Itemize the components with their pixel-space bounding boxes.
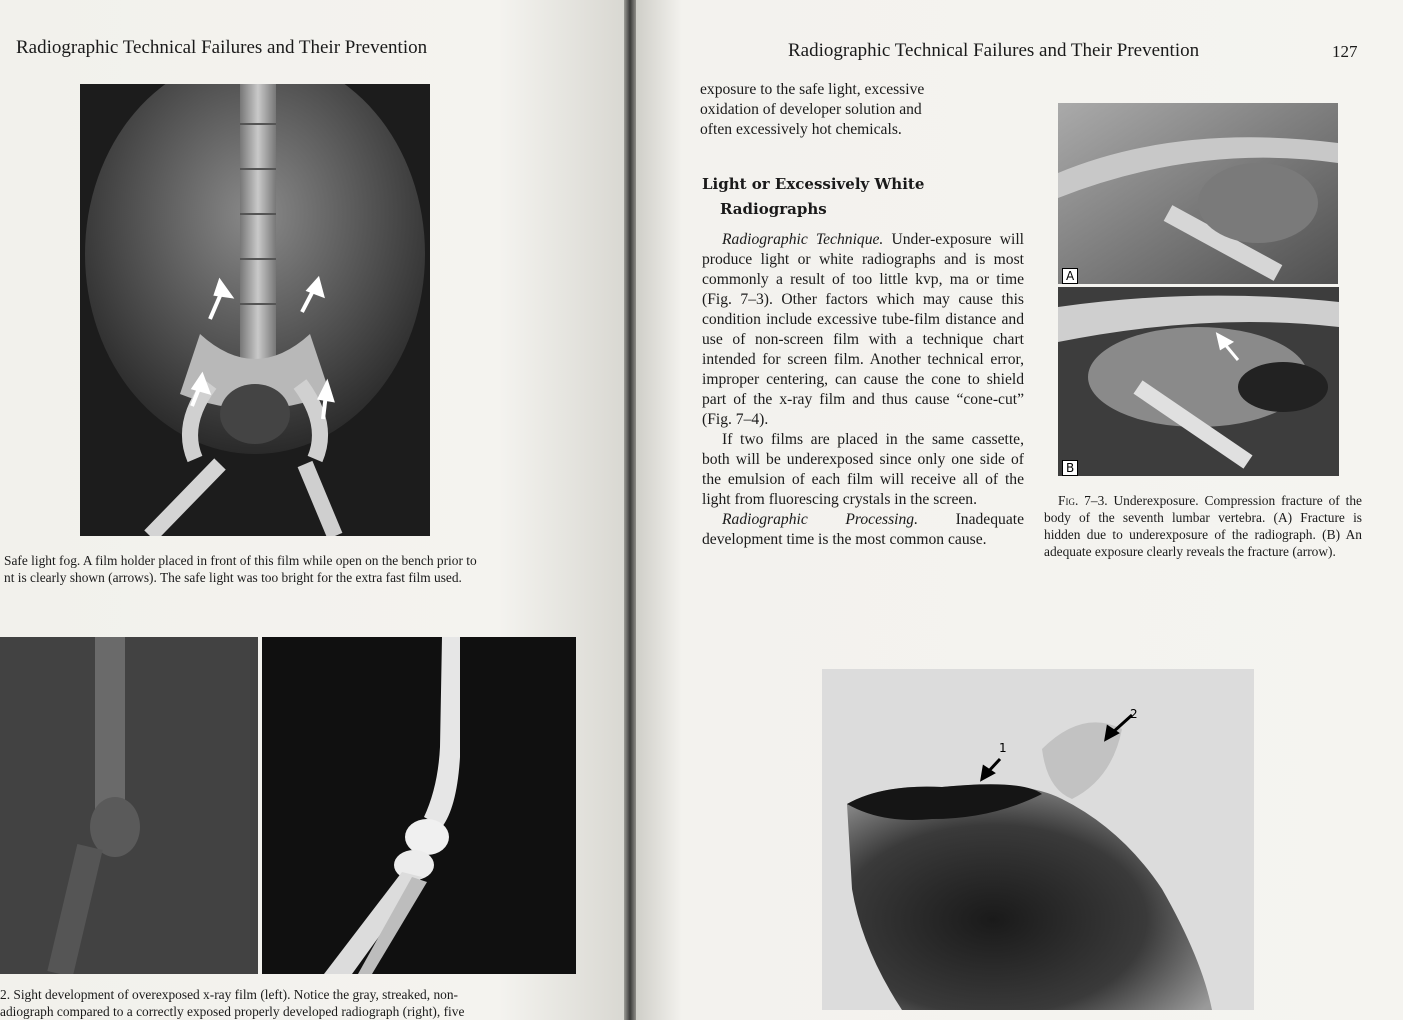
technique-paragraph xyxy=(702,230,1024,430)
fig4-arrow1-label: 1 xyxy=(999,741,1007,755)
right-page xyxy=(636,0,1403,1020)
fig3-label-a: A xyxy=(1062,268,1078,284)
fig4-radiograph-drawing xyxy=(822,669,1254,1010)
pelvis-radiograph xyxy=(80,84,430,536)
intro-paragraph xyxy=(700,80,1046,140)
fig3-radiograph-a-drawing xyxy=(1058,103,1338,284)
left-page xyxy=(0,0,624,1020)
intro-line2: oxidation of developer solution and xyxy=(700,101,922,118)
left-running-head: Radiographic Technical Failures and Their Prevention xyxy=(16,37,428,58)
fig3-radiograph-a xyxy=(1058,103,1338,284)
fig3-caption-text: Underexposure. Compression fracture of the body of the seventh lumbar vertebra. (A) Fracture is hidden due to underexposure of the radiograph. (B) An adequate exposure clearly reveals the fracture (arrow). xyxy=(1044,493,1362,559)
overexposed-radiograph xyxy=(0,637,258,974)
processing-paragraph xyxy=(702,510,1024,550)
fig1-caption-line1: Safe light fog. A film holder placed in front of this film while open on the bench prior to xyxy=(4,553,477,568)
fig4-arrow2-label: 2 xyxy=(1130,707,1138,721)
processing-lead: Radiographic Processing. xyxy=(722,511,918,528)
fig4-radiograph xyxy=(822,669,1254,1010)
normal-leg-radiograph-drawing xyxy=(262,637,576,974)
processing-text: Inadequate development time is the most common cause. xyxy=(702,511,1024,548)
fig2-caption xyxy=(0,986,600,1020)
fig2-caption-line2: adiograph compared to a correctly exposed properly developed radiograph (right), five xyxy=(0,1004,465,1019)
book-gutter xyxy=(624,0,636,1020)
intro-line3: often excessively hot chemicals. xyxy=(700,121,902,138)
page-number: 127 xyxy=(1332,42,1358,61)
fig3-radiograph-b-drawing xyxy=(1058,287,1339,476)
section-heading-line1: Light or Excessively White xyxy=(702,175,925,193)
technique-text: Under-exposure will produce light or white radiographs and is most commonly a result of too little kvp, ma or time (Fig. 7–3). Other factors which may cause this condition include excessive tube-film distance and use of non-screen film with a technique chart intended for screen film. Another technical error, improper centering, can cause the cone to shield part of the x-ray film and thus cause “cone-cut” (Fig. 7–4). xyxy=(702,231,1024,428)
fig1-caption-line2: nt is clearly shown (arrows). The safe light was too bright for the extra fast film used. xyxy=(4,570,462,585)
fig2-caption-line1: 2. Sight development of overexposed x-ray film (left). Notice the gray, streaked, non- xyxy=(0,987,458,1002)
fig3-caption-label: Fig. 7–3. xyxy=(1058,493,1108,508)
normal-leg-radiograph xyxy=(262,637,576,974)
overexposed-radiograph-drawing xyxy=(0,637,258,974)
fig3-label-b: B xyxy=(1062,460,1078,476)
section-heading-line2: Radiographs xyxy=(720,200,827,218)
section-body xyxy=(702,230,1024,550)
fig1-caption xyxy=(4,552,604,586)
section-heading xyxy=(702,172,924,222)
technique-lead: Radiographic Technique. xyxy=(722,231,884,248)
two-films-paragraph: If two films are placed in the same cassette, both will be underexposed since only one side of the emulsion of each film will receive all of the light from fluorescing crystals in the screen. xyxy=(702,431,1024,508)
fig3-caption xyxy=(1044,492,1362,560)
intro-line1: exposure to the safe light, excessive xyxy=(700,81,925,98)
right-running-head: Radiographic Technical Failures and Their Prevention xyxy=(788,40,1200,61)
fig3-radiograph-b xyxy=(1058,287,1339,476)
pelvis-radiograph-drawing xyxy=(80,84,430,536)
